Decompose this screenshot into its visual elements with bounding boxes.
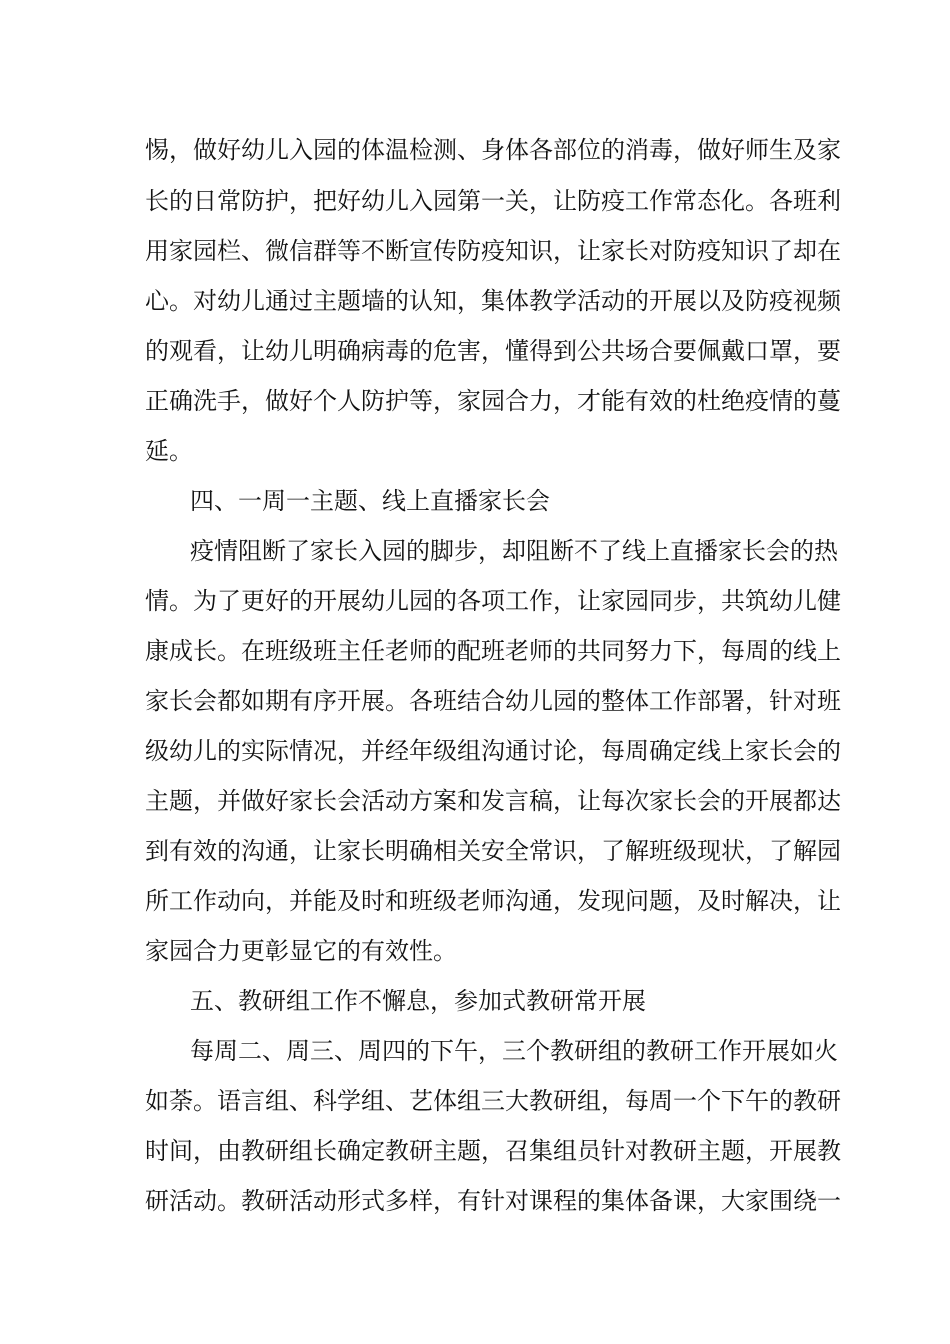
section-heading: 五、教研组工作不懈息，参加式教研常开展 [190,987,646,1015]
body-text-line: 家长会都如期有序开展。各班结合幼儿园的整体工作部署，针对班 [145,687,841,715]
body-text-line: 心。对幼儿通过主题墙的认知，集体教学活动的开展以及防疫视频 [145,287,841,315]
body-text-line: 正确洗手，做好个人防护等，家园合力，才能有效的杜绝疫情的蔓 [145,387,841,415]
body-text-line: 情。为了更好的开展幼儿园的各项工作，让家园同步，共筑幼儿健 [145,587,841,615]
body-text-line: 疫情阻断了家长入园的脚步，却阻断不了线上直播家长会的热 [190,537,838,565]
body-text-line: 长的日常防护，把好幼儿入园第一关，让防疫工作常态化。各班利 [145,187,841,215]
body-text-line: 主题，并做好家长会活动方案和发言稿，让每次家长会的开展都达 [145,787,841,815]
body-text-line: 如荼。语言组、科学组、艺体组三大教研组，每周一个下午的教研 [145,1087,841,1115]
body-text-line: 家园合力更彰显它的有效性。 [145,937,457,965]
section-heading: 四、一周一主题、线上直播家长会 [190,487,550,515]
body-text-line: 每周二、周三、周四的下午，三个教研组的教研工作开展如火 [190,1037,838,1065]
body-text-line: 研活动。教研活动形式多样，有针对课程的集体备课，大家围绕一 [145,1187,841,1215]
body-text-line: 到有效的沟通，让家长明确相关安全常识，了解班级现状，了解园 [145,837,841,865]
body-text-line: 级幼儿的实际情况，并经年级组沟通讨论，每周确定线上家长会的 [145,737,841,765]
body-text-line: 的观看，让幼儿明确病毒的危害，懂得到公共场合要佩戴口罩，要 [145,337,841,365]
body-text-line: 延。 [145,437,193,465]
body-text-line: 惕，做好幼儿入园的体温检测、身体各部位的消毒，做好师生及家 [145,136,841,164]
body-text-line: 康成长。在班级班主任老师的配班老师的共同努力下，每周的线上 [145,637,841,665]
body-text-line: 用家园栏、微信群等不断宣传防疫知识，让家长对防疫知识了却在 [145,237,841,265]
body-text-line: 所工作动向，并能及时和班级老师沟通，发现问题，及时解决，让 [145,887,841,915]
body-text-line: 时间，由教研组长确定教研主题，召集组员针对教研主题，开展教 [145,1137,841,1165]
